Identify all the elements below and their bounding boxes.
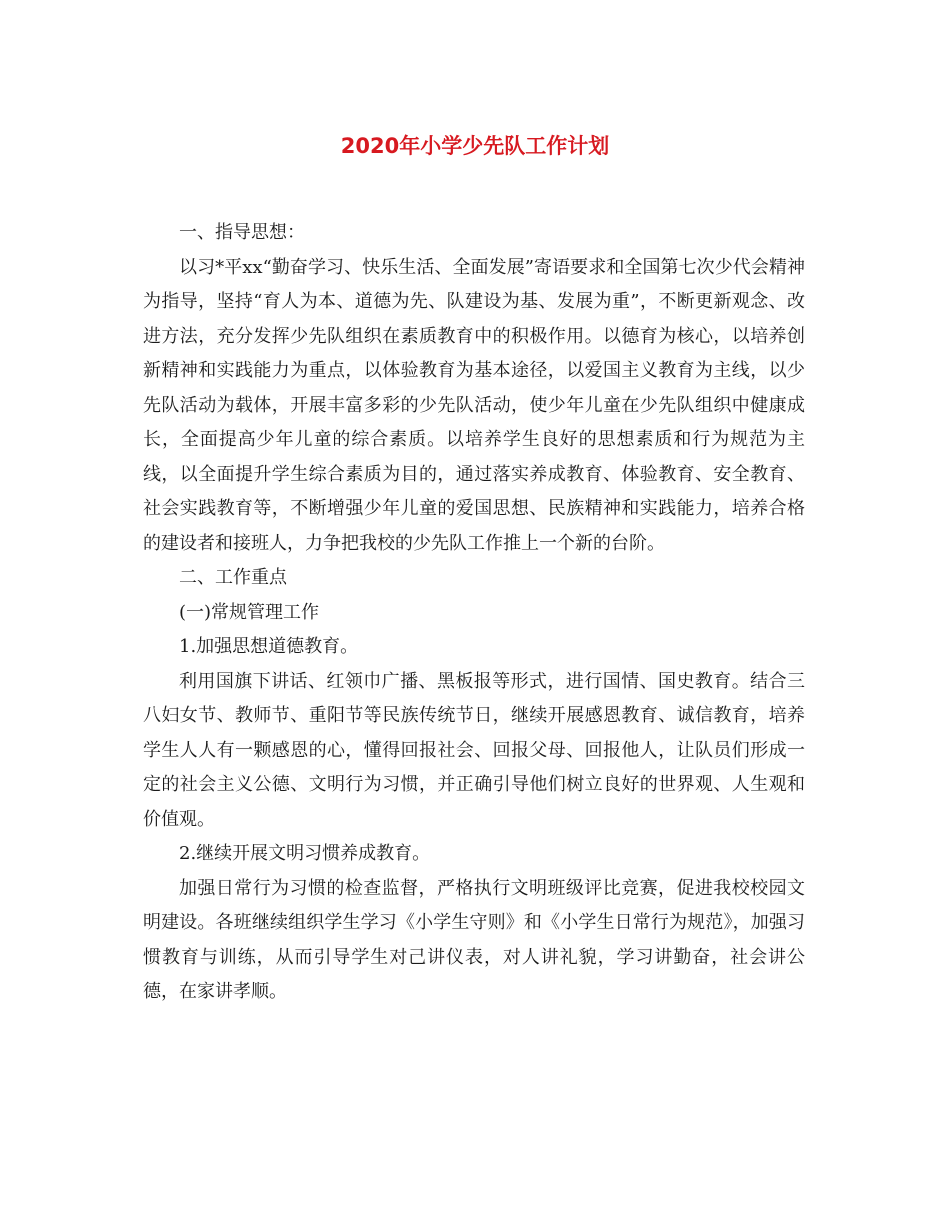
subsection-heading-routine-management: (一)常规管理工作 [179, 601, 320, 623]
document-body [143, 216, 805, 1010]
paragraph-civilized-habits: 加强日常行为习惯的检查监督，严格执行文明班级评比竞赛，促进我校校园文明建设。各班继续组织学生学习《小学生守则》和《小学生日常行为规范》，加强习惯教育与训练，从而引导学生对己讲仪表，对人讲礼貌，学习讲勤奋，社会讲公德，在家讲孝顺。 [143, 877, 805, 1002]
paragraph-guiding-ideology: 以习*平xx“勤奋学习、快乐生活、全面发展”寄语要求和全国第七次少代会精神为指导，坚持“育人为本、道德为先、队建设为基、发展为重”，不断更新观念、改进方法，充分发挥少先队组织在素质教育中的积极作用。以德育为核心，以培养创新精神和实践能力为重点，以体验教育为基本途径，以爱国主义教育为主线，以少先队活动为载体，开展丰富多彩的少先队活动，使少年儿童在少先队组织中健康成长，全面提高少年儿童的综合素质。以培养学生良好的思想素质和行为规范为主线，以全面提升学生综合素质为目的，通过落实养成教育、体验教育、安全教育、社会实践教育等，不断增强少年儿童的爱国思想、民族精神和实践能力，培养合格的建设者和接班人，力争把我校的少先队工作推上一个新的台阶。 [143, 256, 805, 554]
section-heading-work-focus: 二、工作重点 [179, 567, 287, 588]
item-heading-moral-education: 1.加强思想道德教育。 [179, 636, 359, 657]
item-heading-civilized-habits: 2.继续开展文明习惯养成教育。 [179, 843, 431, 864]
document-title: 2020年小学少先队工作计划 [340, 134, 610, 158]
section-heading-guiding-ideology: 一、指导思想： [179, 222, 305, 243]
paragraph-moral-education: 利用国旗下讲话、红领巾广播、黑板报等形式，进行国情、国史教育。结合三八妇女节、教师节、重阳节等民族传统节日，继续开展感恩教育、诚信教育，培养学生人人有一颗感恩的心，懂得回报社会、回报父母、回报他人，让队员们形成一定的社会主义公德、文明行为习惯，并正确引导他们树立良好的世界观、人生观和价值观。 [143, 670, 805, 830]
